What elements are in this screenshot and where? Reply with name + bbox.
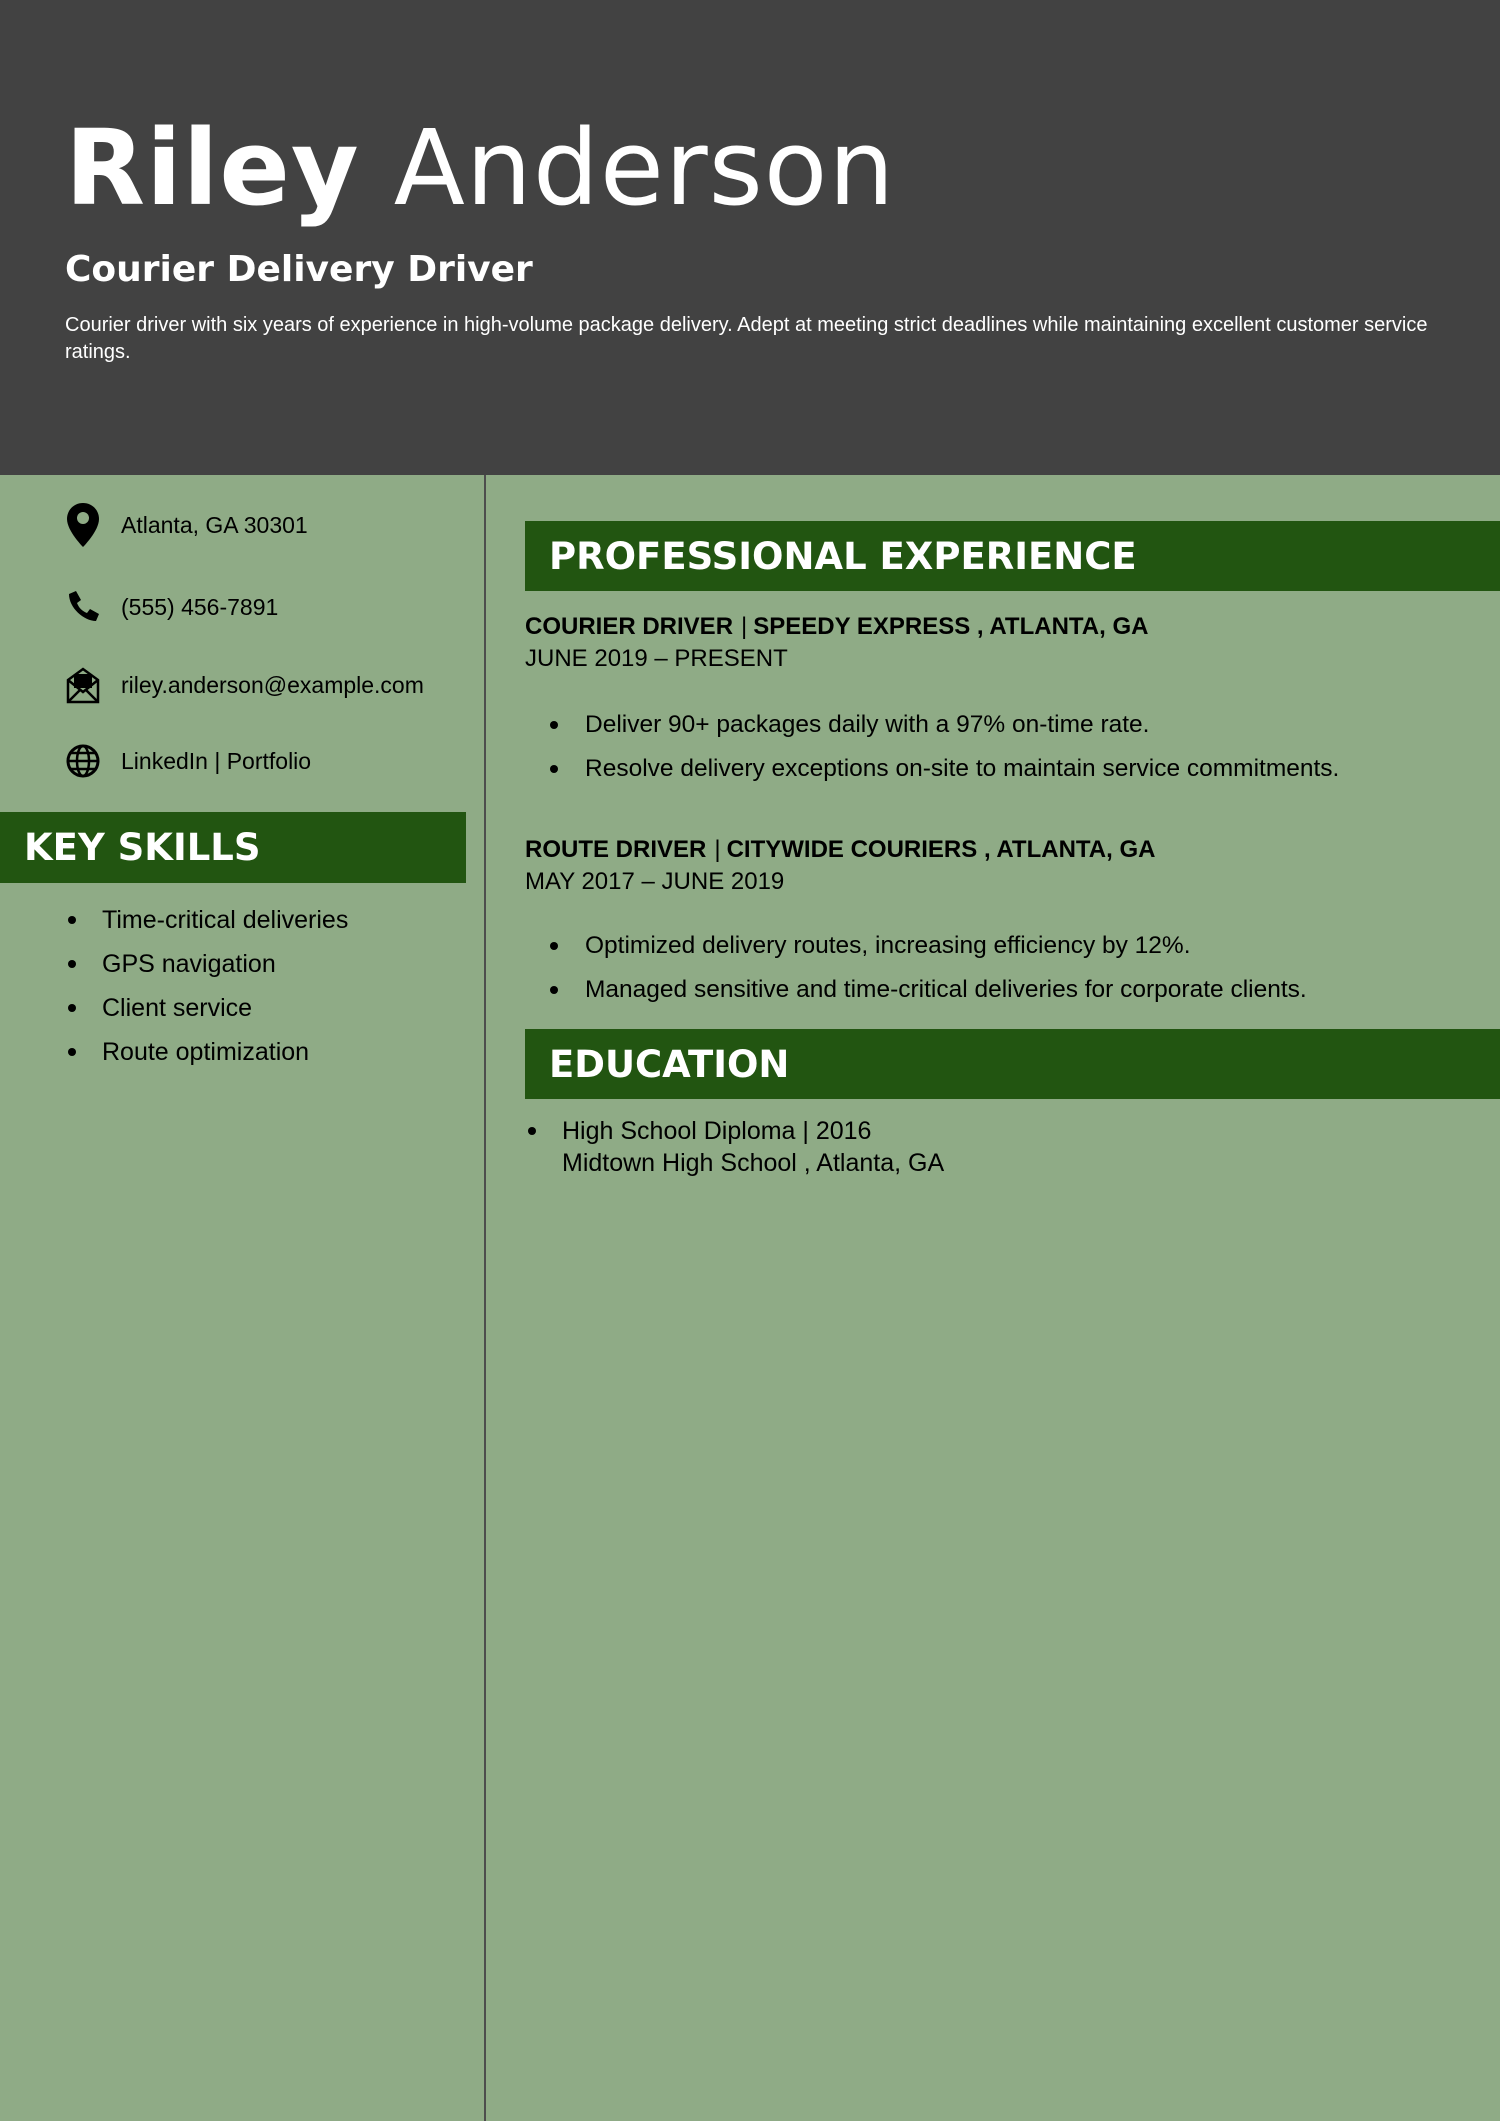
list-item — [525, 1115, 1425, 1179]
job-bullets — [547, 924, 1487, 1012]
job-title: Courier Delivery Driver — [65, 249, 533, 290]
first-name: Riley — [65, 107, 360, 229]
job-role: COURIER DRIVER — [525, 613, 734, 640]
separator: | — [741, 613, 748, 640]
degree-line: High School Diploma | 2016 — [562, 1117, 872, 1145]
experience-heading: PROFESSIONAL EXPERIENCE — [525, 521, 1500, 591]
list-item: GPS navigation — [65, 942, 465, 986]
contact-phone — [65, 582, 485, 632]
list-item: Time-critical deliveries — [65, 898, 465, 942]
skills-heading: KEY SKILLS — [0, 812, 466, 883]
job-company: CITYWIDE COURIERS , ATLANTA, GA — [726, 836, 1156, 863]
school-line: Midtown High School , Atlanta, GA — [562, 1149, 945, 1177]
list-item: Optimized delivery routes, increasing efficiency by 12%. — [547, 924, 1487, 968]
email-link[interactable]: riley.anderson@example.com — [121, 671, 424, 698]
globe-icon — [65, 739, 101, 783]
education-heading: EDUCATION — [525, 1029, 1500, 1099]
skills-list — [65, 898, 465, 1074]
phone-text[interactable]: (555) 456-7891 — [121, 593, 279, 620]
job-dates: MAY 2017 – JUNE 2019 — [525, 868, 785, 895]
job-role: ROUTE DRIVER — [525, 836, 707, 863]
list-item: Client service — [65, 986, 465, 1030]
list-item: Managed sensitive and time-critical deliveries for corporate clients. — [547, 968, 1487, 1012]
job-heading — [525, 834, 1155, 866]
profile-summary: Courier driver with six years of experience in high-volume package delivery. Adept at meeting strict deadlines while maintaining excellent customer service ratings. — [65, 314, 1428, 363]
job-company: SPEEDY EXPRESS , ATLANTA, GA — [753, 613, 1149, 640]
column-divider — [484, 475, 486, 2121]
resume-header — [0, 0, 1500, 475]
contact-email — [65, 660, 485, 710]
education-list — [525, 1115, 1425, 1179]
profile-links[interactable]: LinkedIn | Portfolio — [121, 747, 312, 774]
candidate-name — [65, 108, 895, 228]
job-heading — [525, 611, 1148, 643]
phone-icon — [65, 585, 101, 629]
contact-links — [65, 736, 485, 786]
contact-location — [65, 500, 485, 550]
envelope-icon — [65, 663, 101, 707]
map-pin-icon — [65, 503, 101, 547]
list-item: Resolve delivery exceptions on-site to maintain service commitments. — [547, 747, 1487, 791]
list-item: Route optimization — [65, 1030, 465, 1074]
location-text: Atlanta, GA 30301 — [121, 511, 308, 538]
job-dates: JUNE 2019 – PRESENT — [525, 645, 788, 672]
job-bullets — [547, 703, 1487, 791]
separator: | — [714, 836, 721, 863]
last-name: Anderson — [393, 107, 896, 229]
list-item: Deliver 90+ packages daily with a 97% on-time rate. — [547, 703, 1487, 747]
